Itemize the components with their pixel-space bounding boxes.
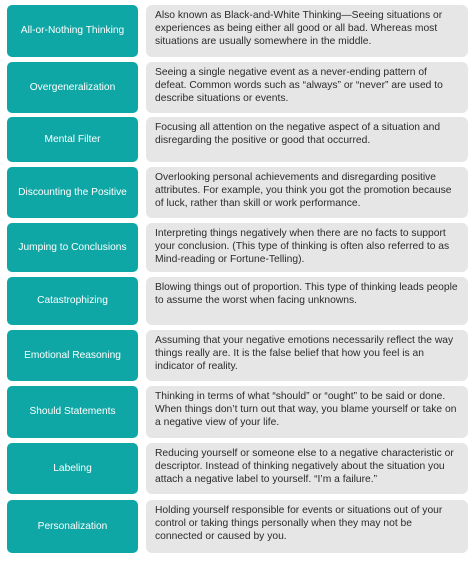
- row-label: Mental Filter: [7, 117, 138, 162]
- row-description: Focusing all attention on the negative aspect of a situation and disregarding the positive or good that occurred.: [146, 117, 468, 162]
- table-row: [7, 330, 468, 381]
- table-row: [7, 167, 468, 218]
- table-row: [7, 5, 468, 57]
- row-label: Emotional Reasoning: [7, 330, 138, 381]
- row-label: Personalization: [7, 500, 138, 553]
- table-row: [7, 223, 468, 272]
- row-label: Discounting the Positive: [7, 167, 138, 218]
- table-row: [7, 62, 468, 113]
- row-description: Blowing things out of proportion. This type of thinking leads people to assume the worst when facing unknowns.: [146, 277, 468, 325]
- table-row: [7, 500, 468, 553]
- row-label: Labeling: [7, 443, 138, 494]
- table-row: [7, 386, 468, 438]
- row-label: All-or-Nothing Thinking: [7, 5, 138, 57]
- row-description: Overlooking personal achievements and disregarding positive attributes. For example, you think you got the promotion because of luck, rather than skill or work performance.: [146, 167, 468, 218]
- table-row: [7, 277, 468, 325]
- row-description: Assuming that your negative emotions necessarily reflect the way things really are. It is the false belief that how you feel is an indicator of reality.: [146, 330, 468, 381]
- row-label: Overgeneralization: [7, 62, 138, 113]
- row-label: Jumping to Conclusions: [7, 223, 138, 272]
- row-description: Thinking in terms of what “should” or “ought” to be said or done. When things don’t turn out that way, you blame yourself or take on a negative view of your life.: [146, 386, 468, 438]
- table-row: [7, 117, 468, 162]
- row-description: Seeing a single negative event as a never-ending pattern of defeat. Common words such as “always” or “never” are used to describe situations or events.: [146, 62, 468, 113]
- row-description: Reducing yourself or someone else to a negative characteristic or descriptor. Instead of thinking negatively about the situation you attach a negative label to yourself. “I’m a failure.”: [146, 443, 468, 494]
- row-description: Also known as Black-and-White Thinking—Seeing situations or experiences as being either all good or all bad. Whereas most situations are usually somewhere in the middle.: [146, 5, 468, 57]
- row-description: Interpreting things negatively when there are no facts to support your conclusion. (This type of thinking is often also referred to as Mind-reading or Fortune-Telling).: [146, 223, 468, 272]
- row-label: Should Statements: [7, 386, 138, 438]
- row-description: Holding yourself responsible for events or situations out of your control or taking things personally when they may not be connected or caused by you.: [146, 500, 468, 553]
- table-row: [7, 443, 468, 494]
- row-label: Catastrophizing: [7, 277, 138, 325]
